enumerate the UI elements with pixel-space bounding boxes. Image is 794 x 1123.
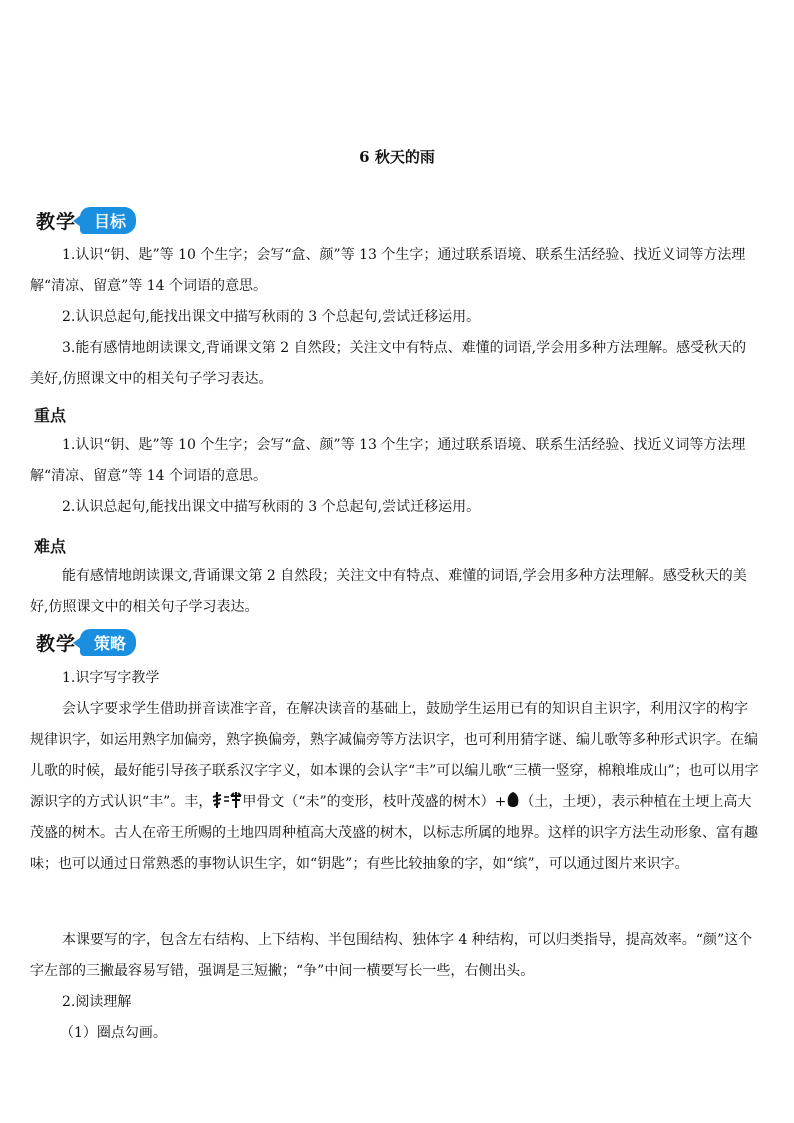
section-heading-strategy: 教学	[36, 632, 77, 655]
paragraph-text: （土，土埂），表示种植在土埂上高大茂盛的树木。古人在帝王所赐的土地四周种植高大茂盛的树木，以标志所属的地界。这样的识字方法生动形象、富有趣味；也可以通过日常熟悉的事物认识生字，如“钥匙”；有些比较抽象的字，如“缤”，可以通过图片来识字。	[30, 794, 758, 872]
strategy-subheading: 2.阅读理解	[62, 994, 132, 1010]
difficulties-heading: 难点	[34, 537, 67, 556]
key-point-item: 1.认识“钥、匙”等 10 个生字；会写“盒、颜”等 13 个生字；通过联系语境、联系生活经验、找近义词等方法理解“清凉、留意”等 14 个词语的意思。	[30, 437, 746, 484]
soil-mound-glyph-icon	[506, 791, 520, 809]
key-points-heading: 重点	[34, 406, 67, 425]
oracle-bone-glyph-icon	[212, 791, 242, 809]
strategy-subheading: 1.识字写字教学	[62, 670, 160, 686]
strategy-paragraph: 本课要写的字，包含左右结构、上下结构、半包围结构、独体字 4 种结构，可以归类指导，提高效率。“颜”这个字左部的三撇最容易写错，强调是三短撇；“争”中间一横要写长一些，右侧出头。	[30, 932, 753, 979]
key-point-item: 2.认识总起句,能找出课文中描写秋雨的 3 个总起句,尝试迁移运用。	[62, 499, 481, 515]
goal-item: 1.认识“钥、匙”等 10 个生字；会写“盒、颜”等 13 个生字；通过联系语境、联系生活经验、找近义词等方法理解“清凉、留意”等 14 个词语的意思。	[30, 247, 746, 294]
section-heading-goals: 教学	[36, 210, 77, 233]
goal-item: 3.能有感情地朗读课文,背诵课文第 2 自然段；关注文中有特点、难懂的词语,学会用多种方法理解。感受秋天的美好,仿照课文中的相关句子学习表达。	[30, 340, 747, 387]
section-header-strategy	[36, 628, 136, 656]
goal-item: 2.认识总起句,能找出课文中描写秋雨的 3 个总起句,尝试迁移运用。	[62, 309, 481, 325]
paragraph-text: 甲骨文（“未”的变形，枝叶茂盛的树木）+	[242, 794, 507, 810]
strategy-paragraph	[30, 694, 760, 880]
paragraph-text: 会认字要求学生借助拼音读准字音，在解决读音的基础上，鼓励学生运用已有的知识自主识字，利用汉字的构字规律识字，如运用熟字加偏旁，熟字换偏旁，熟字减偏旁等方法识字，也可利用猜字谜、编儿歌等多种形式识字。在编儿歌的时候，最好能引导孩子联系汉字字义，如本课的会认字“丰”可以编儿歌“三横一竖穿，棉粮堆成山”；也可以用字源识字的方式认识“丰”。丰，	[30, 701, 759, 810]
section-tag-goals: 目标	[80, 207, 136, 234]
difficulties-text: 能有感情地朗读课文,背诵课文第 2 自然段；关注文中有特点、难懂的词语,学会用多种方法理解。感受秋天的美好,仿照课文中的相关句子学习表达。	[30, 568, 747, 615]
strategy-subitem: （1）圈点勾画。	[60, 1025, 167, 1041]
section-header-goals	[36, 206, 136, 234]
lesson-title: 6 秋天的雨	[359, 148, 435, 166]
section-tag-strategy: 策略	[80, 629, 136, 656]
